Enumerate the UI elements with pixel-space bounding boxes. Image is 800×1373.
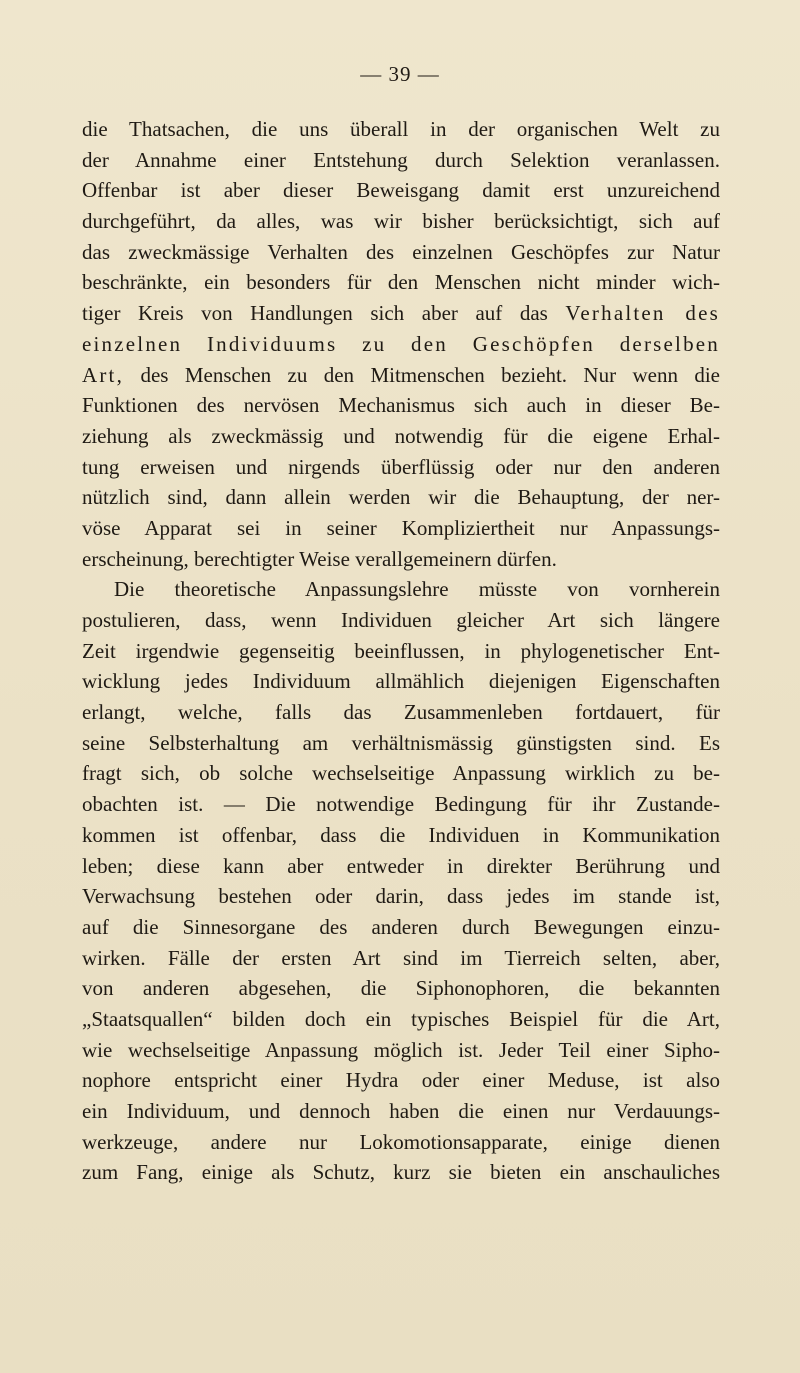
text-line bbox=[82, 360, 720, 391]
text-line: werkzeuge, andere nur Lokomotionsapparate, einige dienen bbox=[82, 1129, 720, 1154]
text-line: wicklung jedes Individuum allmählich diejenigen Eigenschaften bbox=[82, 669, 720, 694]
text-line: obachten ist. — Die notwendige Bedingung für ihr Zustande- bbox=[82, 792, 720, 817]
text-line: „Staatsquallen“ bilden doch ein typisches Beispiel für die Art, bbox=[82, 1006, 720, 1031]
text-line: das zweckmässige Verhalten des einzelnen Geschöpfes zur Natur bbox=[82, 239, 720, 264]
text-line: zum Fang, einige als Schutz, kurz sie bieten ein anschauliches bbox=[82, 1160, 720, 1185]
text-segment: des Menschen zu den Mitmenschen bezieht. Nur wenn die bbox=[124, 362, 720, 387]
text-line: ziehung als zweckmässig und notwendig für die eigene Erhal- bbox=[82, 423, 720, 448]
text-line: Offenbar ist aber dieser Beweisgang damit erst unzureichend bbox=[82, 178, 720, 203]
emphasized-text: Verhalten des bbox=[565, 301, 720, 326]
text-line: beschränkte, ein besonders für den Menschen nicht minder wich- bbox=[82, 270, 720, 295]
text-line: durchgeführt, da alles, was wir bisher berücksichtigt, sich auf bbox=[82, 209, 720, 234]
text-segment: tiger Kreis von Handlungen sich aber auf das bbox=[82, 301, 566, 326]
text-line: kommen ist offenbar, dass die Individuen in Kommunikation bbox=[82, 822, 720, 847]
text-line: Zeit irgendwie gegenseitig beeinflussen, in phylogenetischer Ent- bbox=[82, 638, 720, 663]
emphasized-line: einzelnen Individuums zu den Geschöpfen derselben bbox=[82, 331, 720, 356]
text-line bbox=[82, 298, 720, 329]
text-line: von anderen abgesehen, die Siphonophoren, die bekannten bbox=[82, 976, 720, 1001]
text-line: ein Individuum, und dennoch haben die einen nur Verdauungs- bbox=[82, 1099, 720, 1123]
text-line: der Annahme einer Entstehung durch Selektion veranlassen. bbox=[82, 147, 720, 172]
emphasized-text: Art, bbox=[82, 362, 125, 387]
text-line: postulieren, dass, wenn Individuen gleicher Art sich längere bbox=[82, 608, 720, 632]
text-line: fragt sich, ob solche wechselseitige Anpassung wirklich zu be- bbox=[82, 761, 720, 786]
text-line: seine Selbsterhaltung am verhältnismässig günstigsten sind. Es bbox=[82, 730, 720, 755]
text-line: Funktionen des nervösen Mechanismus sich auch in dieser Be- bbox=[82, 393, 720, 418]
text-line: die Thatsachen, die uns überall in der organischen Welt zu bbox=[82, 117, 720, 141]
text-line: wirken. Fälle der ersten Art sind im Tierreich selten, aber, bbox=[82, 945, 720, 970]
text-line: auf die Sinnesorgane des anderen durch Bewegungen einzu- bbox=[82, 914, 720, 939]
paragraph-end-line: erscheinung, berechtigter Weise verallgemeinern dürfen. bbox=[82, 546, 557, 571]
page-number: — 39 — bbox=[360, 62, 440, 86]
text-line: vöse Apparat sei in seiner Kompliziertheit nur Anpassungs- bbox=[82, 515, 720, 540]
text-line: nophore entspricht einer Hydra oder einer Meduse, ist also bbox=[82, 1068, 720, 1093]
text-line: erlangt, welche, falls das Zusammenleben fortdauert, für bbox=[82, 700, 720, 725]
text-line: wie wechselseitige Anpassung möglich ist. Jeder Teil einer Sipho- bbox=[82, 1037, 720, 1062]
text-line: nützlich sind, dann allein werden wir die Behauptung, der ner- bbox=[82, 485, 720, 510]
body-text bbox=[82, 114, 720, 1188]
paragraph-start-line: Die theoretische Anpassungslehre müsste von vornherein bbox=[114, 577, 720, 602]
text-line: Verwachsung bestehen oder darin, dass jedes im stande ist, bbox=[82, 884, 720, 909]
text-line: tung erweisen und nirgends überflüssig oder nur den anderen bbox=[82, 454, 720, 479]
text-line: leben; diese kann aber entweder in direkter Berührung und bbox=[82, 853, 720, 878]
